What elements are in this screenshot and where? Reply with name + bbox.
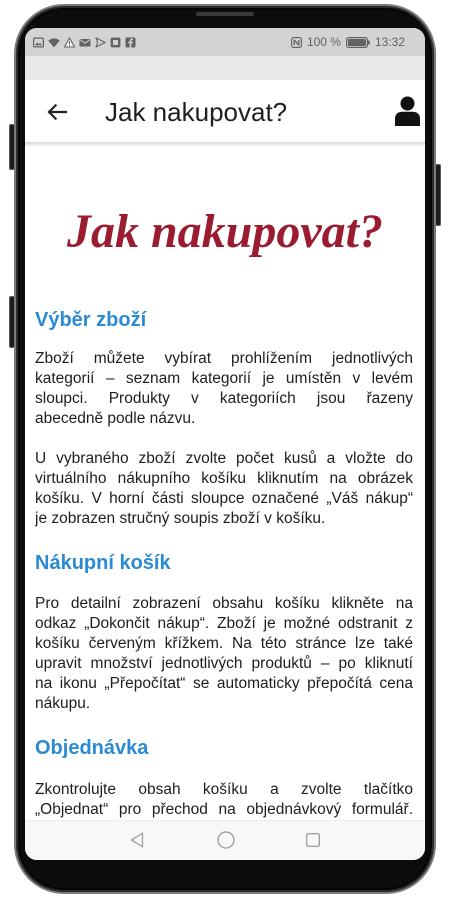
nav-back-button[interactable] [130, 832, 144, 848]
phone-screen [25, 28, 425, 860]
text-line: košíku červeným křížkem. Na této stránce lze také [35, 635, 413, 652]
section-heading: Objednávka [35, 737, 149, 759]
text-line: upravit množství jednotlivých produktů – po kliknutí [35, 655, 413, 672]
content-scroll-area[interactable] [25, 142, 425, 820]
app-bar-title: Jak nakupovat? [105, 97, 288, 127]
battery-percent: 100 % [306, 35, 341, 49]
paragraph [35, 449, 413, 529]
nfc-icon [291, 37, 302, 48]
account-button[interactable] [395, 96, 420, 126]
text-line: abecedně podle názvu. [35, 410, 196, 427]
page-title: Jak nakupovat? [66, 205, 384, 258]
clock: 13:32 [374, 35, 405, 49]
battery-fill [348, 39, 366, 46]
text-line: kategorií – seznam kategorií je umístěn v levém [35, 370, 413, 387]
app-bar-shadow [25, 142, 425, 147]
paragraph [35, 349, 413, 429]
nav-recents-icon[interactable] [306, 833, 320, 847]
text-line: sloupci. Produkty v kategoriích jsou řazeny [35, 390, 413, 407]
gallery-icon [33, 37, 44, 48]
app-bar [25, 80, 425, 142]
section-heading: Výběr zboží [35, 309, 147, 331]
nav-recents-button[interactable] [306, 833, 320, 847]
text-line: Zboží můžete vybírat prohlížením jednotlivých [35, 350, 413, 367]
warning-icon [64, 37, 75, 48]
text-line: nákupu. [35, 695, 91, 712]
text-line: na ikonu „Přepočítat“ se automaticky přepočítá cena [35, 675, 413, 692]
text-line: Zkontrolujte obsah košíku a zvolte tlačítko [35, 781, 413, 798]
section-heading: Nákupní košík [35, 552, 171, 574]
text-line: košíku. V horní části sloupce označené „Váš nákup“ [35, 490, 413, 507]
box-icon [110, 37, 121, 48]
text-line: „Objednat“ pro přechod na objednávkový formulář. [35, 801, 413, 818]
status-bar [25, 28, 425, 56]
send-icon [95, 37, 106, 48]
back-button[interactable] [47, 104, 67, 120]
status-bar-spacer [25, 56, 425, 80]
nav-home-button[interactable] [217, 831, 235, 849]
text-line: je zobrazen stručný soupis zboží v košíku. [35, 510, 326, 527]
text-line: odkaz „Dokončit nákup“. Zboží je možné odstranit z [35, 615, 413, 632]
notification-icons [33, 37, 140, 48]
person-icon[interactable] [395, 96, 420, 126]
text-line: Pro detailní zobrazení obsahu košíku klikněte na [35, 595, 413, 612]
paragraph [35, 780, 413, 820]
nav-back-icon[interactable] [130, 832, 144, 848]
text-line: virtuálního nákupního košíku kliknutím na obrázek [35, 470, 413, 487]
text-line: U vybraného zboží zvolte počet kusů a vložte do [35, 450, 413, 467]
facebook-icon [125, 37, 136, 48]
arrow-back-icon[interactable] [47, 104, 67, 120]
battery-icon [346, 37, 370, 48]
paragraph [35, 594, 413, 714]
system-navigation-bar [25, 820, 425, 860]
wifi-icon [48, 37, 60, 48]
phone-earpiece [196, 12, 254, 16]
mail-icon [79, 37, 91, 48]
system-status [286, 35, 405, 49]
nav-home-icon[interactable] [217, 831, 235, 849]
